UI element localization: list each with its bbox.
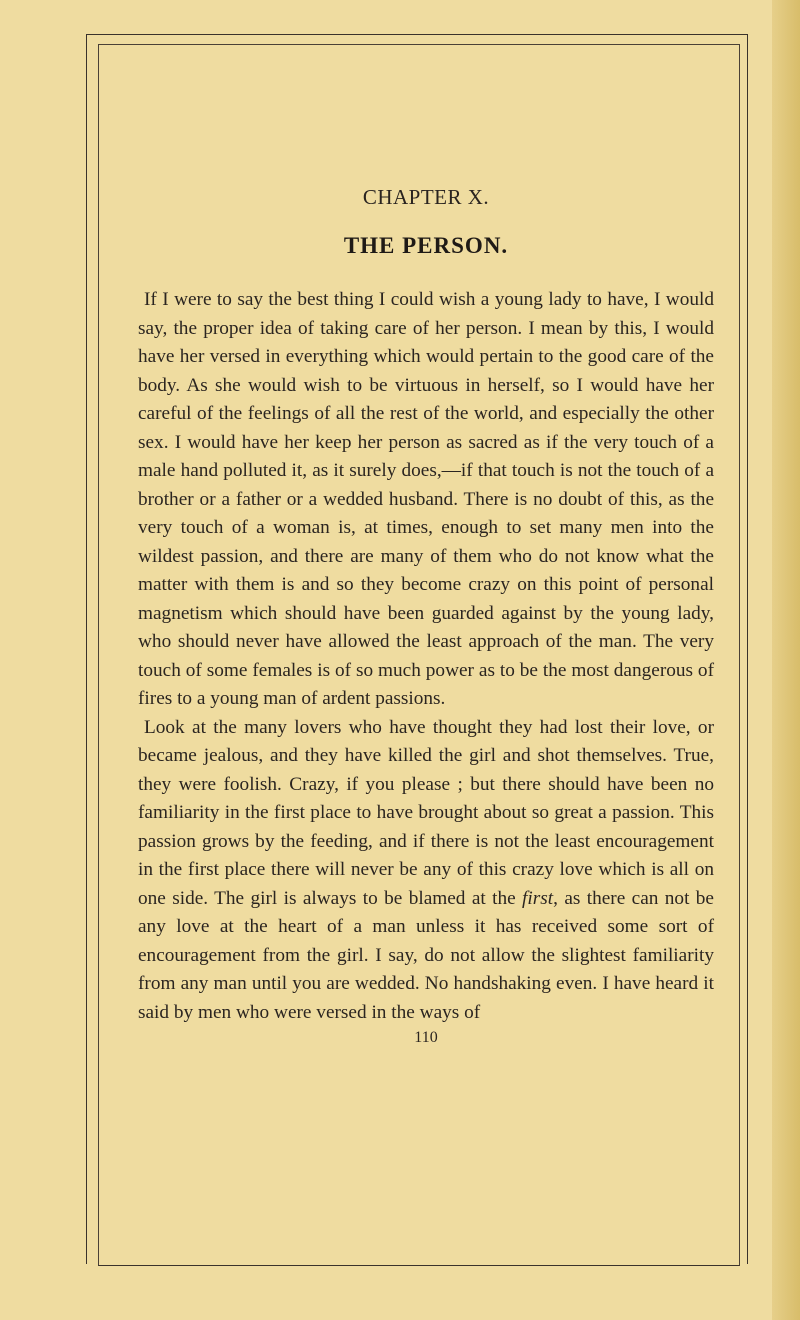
paragraph-2-part-2: , as there can not be any love at the heart of a man unless it has received some sort of encouragement from the girl. I say, do not allow the slightest familiarity from any man until you are wedded. No handshaking even. I have heard it said by men who were versed in the ways of <box>138 887 714 1023</box>
paragraph-2 <box>138 714 714 1028</box>
page-content <box>138 185 714 1047</box>
chapter-heading: CHAPTER X. <box>362 185 490 209</box>
paragraph-2-part-1: Look at the many lovers who have thought they had lost their love, or became jealous, and they have killed the girl and shot themselves. True, they were foolish. Crazy, if you please ; but there should have been no familiarity in the first place to have brought about so great a passion. This passion grows by the feeding, and if there is not the least encouragement in the first place there will never be any of this crazy love which is all on one side. The girl is always to be blamed at the <box>138 716 714 909</box>
scan-edge <box>772 0 800 1320</box>
page-number: 110 <box>414 1029 438 1046</box>
paragraph-1: If I were to say the best thing I could wish a young lady to have, I would say, the proper idea of taking care of her person. I mean by this, I would have her versed in everything which would pertain to the good care of the body. As she would wish to be virtuous in herself, so I would have her careful of the feelings of all the rest of the world, and especially the other sex. I would have her keep her person as sacred as if the very touch of a male hand polluted it, as it surely does,—if that touch is not the touch of a brother or a father or a wedded husband. There is no doubt of this, as the very touch of a woman is, at times, enough to set many men into the wildest passion, and there are many of them who do not know what the matter with them is and so they become crazy on this point of personal magnetism which should have been guarded against by the young lady, who should never have allowed the least approach of the man. The very touch of some females is of so much power as to be the most dangerous of fires to a young man of ardent passions. <box>138 289 714 709</box>
paragraph-2-italic: first <box>522 887 554 909</box>
chapter-title: THE PERSON. <box>343 233 509 258</box>
